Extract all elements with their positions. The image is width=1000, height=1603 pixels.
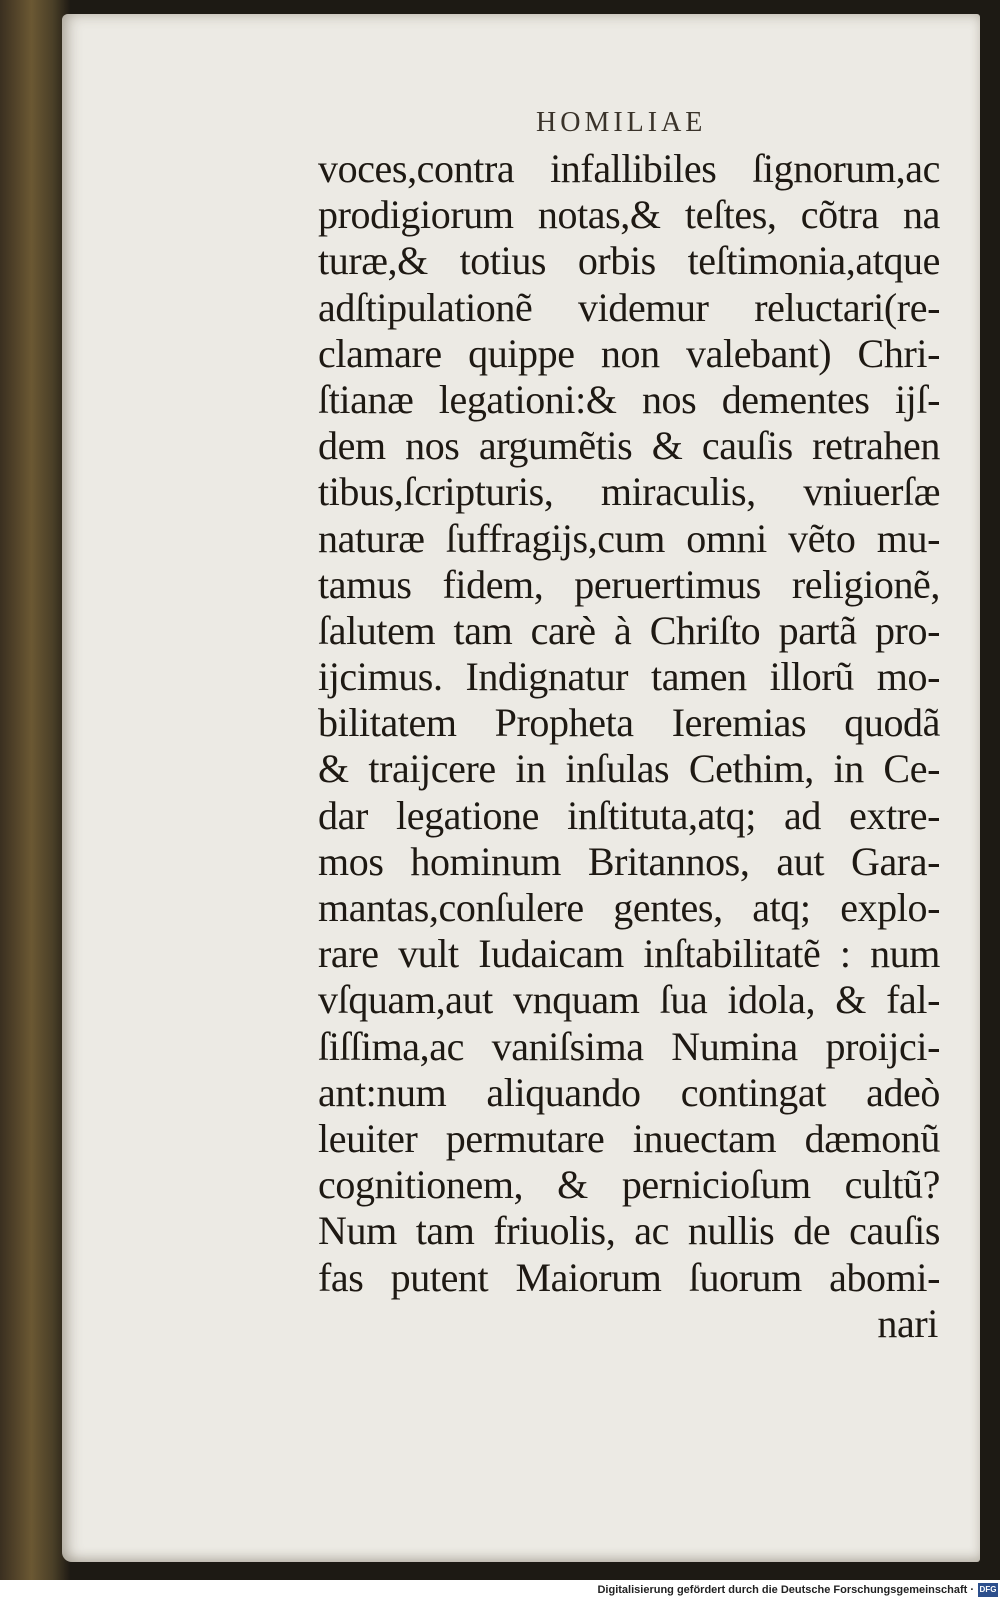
text-line: mos hominum Britannos, aut Gara- (318, 838, 940, 884)
text-line: ſiſſima,ac vaniſsima Numina proijci- (318, 1023, 940, 1069)
text-line: Num tam friuolis, ac nullis de cauſis (318, 1208, 940, 1254)
book-spine-edge (0, 0, 70, 1580)
text-line: turæ,& totius orbis teſtimonia,atque (318, 238, 940, 284)
page-text-block (318, 146, 940, 1347)
text-line: dar legatione inſtituta,atq; ad extre- (318, 792, 940, 838)
text-line: vſquam,aut vnquam ſua idola, & fal- (318, 977, 940, 1023)
dfg-logo-icon: DFG (978, 1583, 998, 1597)
text-line: fas putent Maiorum ſuorum abomi- (318, 1254, 940, 1300)
text-line: ſtianæ legationi:& nos dementes ijſ- (318, 376, 940, 422)
text-line: ant:num aliquando contingat adeò (318, 1069, 940, 1115)
text-line: clamare quippe non valebant) Chri- (318, 330, 940, 376)
text-line: tibus,ſcripturis, miraculis, vniuerſæ (318, 469, 940, 515)
text-line: ijcimus. Indignatur tamen illorũ mo- (318, 654, 940, 700)
text-line: nari (877, 1300, 938, 1346)
text-line: naturæ ſuffragijs,cum omni vẽto mu- (318, 515, 940, 561)
footer-credit: Digitalisierung gefördert durch die Deutsche Forschungsgemeinschaft · (597, 1584, 974, 1596)
text-line: & traijcere in inſulas Cethim, in Ce- (318, 746, 940, 792)
digitization-footer (0, 1580, 1000, 1603)
text-line: ſalutem tam carè à Chriſto partã pro- (318, 607, 940, 653)
text-line: prodigiorum notas,& teſtes, cõtra na (318, 192, 940, 238)
running-head: HOMILIAE (536, 107, 707, 138)
text-line: bilitatem Propheta Ieremias quodã (318, 700, 940, 746)
text-line: leuiter permutare inuectam dæmonũ (318, 1115, 940, 1161)
text-line: mantas,conſulere gentes, atq; explo- (318, 885, 940, 930)
text-line: adſtipulationẽ videmur reluctari(re- (318, 284, 940, 330)
text-line: dem nos argumẽtis & cauſis retrahen (318, 423, 940, 469)
text-line: cognitionem, & pernicioſum cultũ? (318, 1162, 940, 1208)
text-line: voces,contra infallibiles ſignorum,ac (318, 146, 940, 191)
text-line: tamus fidem, peruertimus religionẽ, (318, 561, 940, 607)
text-line: rare vult Iudaicam inſtabilitatẽ : num (318, 931, 940, 977)
